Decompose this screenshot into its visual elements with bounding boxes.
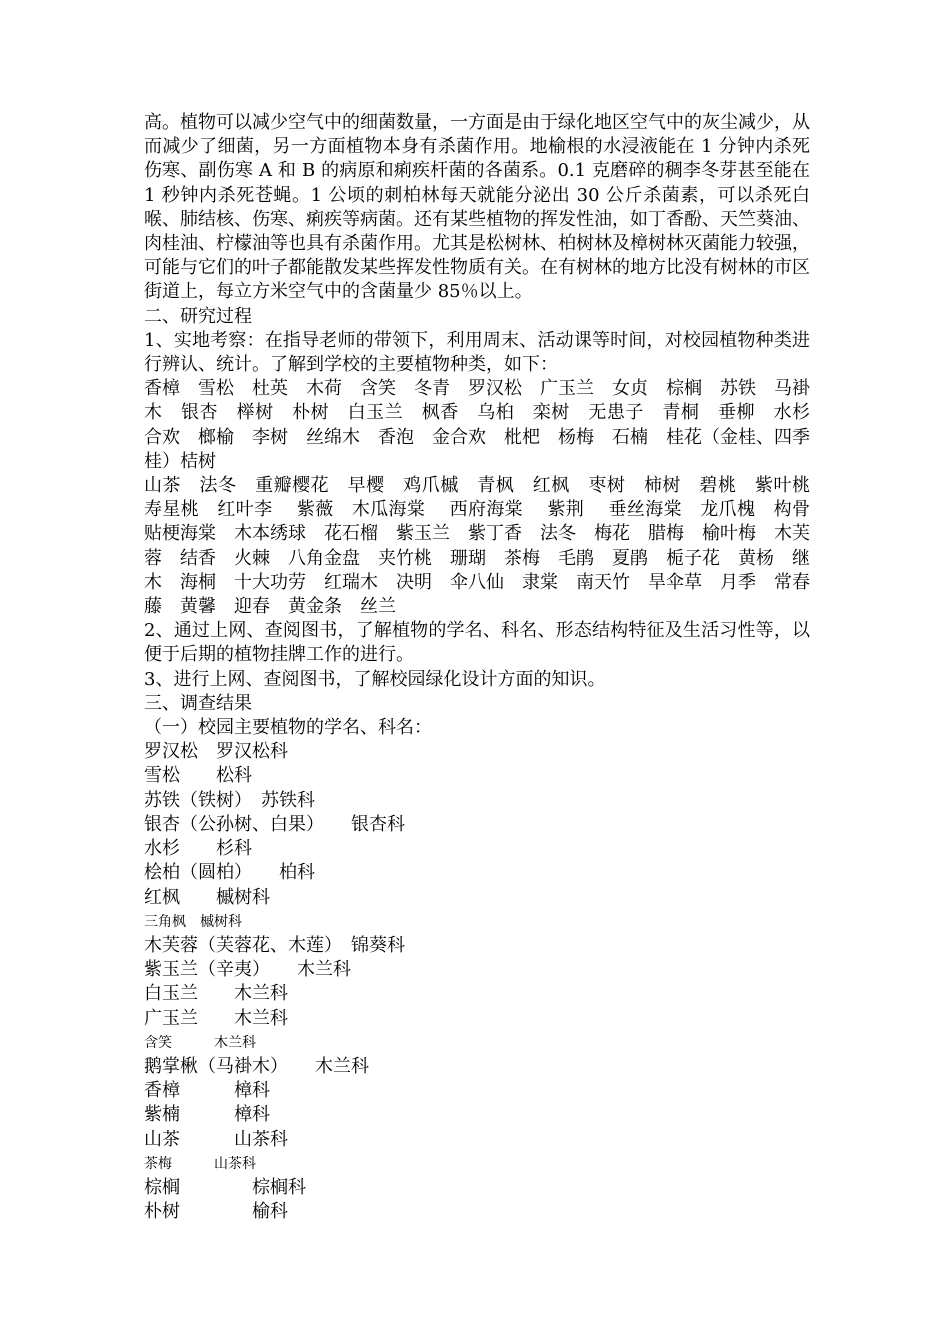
- species-entry: 桧柏（圆柏） 柏科: [144, 862, 315, 884]
- species-entry: 紫楠 樟科: [144, 1104, 270, 1126]
- subsection-heading: （一）校园主要植物的学名、科名：: [144, 717, 432, 739]
- species-entry: 棕榈 棕榈科: [144, 1176, 306, 1198]
- species-entry: 山茶 山茶科: [144, 1128, 288, 1150]
- species-entry: 三角枫 槭树科: [144, 913, 242, 930]
- species-entry: 红枫 槭树科: [144, 886, 270, 908]
- plant-list: 山茶 法冬 重瓣樱花 早樱 鸡爪槭 青枫 红枫 枣树 柿树 碧桃 紫叶桃 寿星桃 红叶李 紫薇 木瓜海棠 西府海棠 紫荆 垂丝海棠 龙爪槐 构骨 贴梗海棠 木本绣球 花石榴 紫玉兰 紫丁香 法冬 梅花 腊梅 榆叶梅 木芙蓉 结香 火棘 八角金盘 夹竹桃 珊瑚 茶梅 毛鹃 夏鹃 栀子花 黄杨 继木 海桐 十大功劳 红瑞木 决明 伞八仙 隶棠 南天竹 旱伞草 月季 常春藤 黄馨 迎春 黄金条 丝兰: [144, 475, 828, 618]
- step-paragraph: 2、通过上网、查阅图书，了解植物的学名、科名、形态结构特征及生活习性等，以便于后期的植物挂牌工作的进行。: [144, 620, 810, 666]
- species-entry: 水杉 杉科: [144, 838, 252, 860]
- species-entry: 罗汉松 罗汉松科: [144, 741, 288, 763]
- document-body: [144, 111, 828, 1224]
- species-entry: 广玉兰 木兰科: [144, 1007, 288, 1029]
- species-entry: 苏铁（铁树） 苏铁科: [144, 789, 315, 811]
- species-entry: 鹅掌楸（马褂木） 木兰科: [144, 1055, 369, 1077]
- species-entry: 香樟 樟科: [144, 1080, 270, 1102]
- step-paragraph: 1、实地考察：在指导老师的带领下，利用周末、活动课等时间，对校园植物种类进行辨认、统计。了解到学校的主要植物种类，如下：: [144, 329, 810, 376]
- species-entry: 茶梅 山茶科: [144, 1155, 256, 1172]
- step-paragraph: 3、进行上网、查阅图书，了解校园绿化设计方面的知识。: [144, 668, 606, 690]
- species-entry: 木芙蓉（芙蓉花、木莲） 锦葵科: [144, 934, 405, 956]
- species-entry: 含笑 木兰科: [144, 1034, 256, 1051]
- plant-list: 香樟 雪松 杜英 木荷 含笑 冬青 罗汉松 广玉兰 女贞 棕榈 苏铁 马褂木 银杏 榉树 朴树 白玉兰 枫香 乌桕 栾树 无患子 青桐 垂柳 水杉 合欢 榔榆 李树 丝绵木 香泡 金合欢 枇杷 杨梅 石楠 桂花（金桂、四季桂）桔树: [144, 378, 828, 472]
- section-heading: 三、调查结果: [144, 692, 252, 714]
- species-list: [144, 740, 810, 1224]
- section-heading: 二、研究过程: [144, 305, 252, 327]
- intro-paragraph: 高。植物可以减少空气中的细菌数量，一方面是由于绿化地区空气中的灰尘减少，从而减少了细菌，另一方面植物本身有杀菌作用。地榆根的水浸液能在 1 分钟内杀死伤寒、副伤寒 A 和 B 的病原和痢疾杆菌的各菌系。0.1 克磨碎的稠李冬芽甚至能在 1 秒钟内杀死苍蝇。1 公顷的刺柏林每天就能分泌出 30 公斤杀菌素，可以杀死白喉、肺结核、伤寒、痢疾等病菌。还有某些植物的挥发性油，如丁香酚、天竺葵油、肉桂油、柠檬油等也具有杀菌作用。尤其是松树林、柏树林及樟树林灭菌能力较强，可能与它们的叶子都能散发某些挥发性物质有关。在有树林的地方比没有树林的市区街道上，每立方米空气中的含菌量少 85％以上。: [144, 112, 816, 303]
- species-entry: 白玉兰 木兰科: [144, 983, 288, 1005]
- species-entry: 雪松 松科: [144, 765, 252, 787]
- species-entry: 银杏（公孙树、白果） 银杏科: [144, 813, 405, 835]
- species-entry: 朴树 榆科: [144, 1201, 288, 1223]
- species-entry: 紫玉兰（辛夷） 木兰科: [144, 959, 351, 981]
